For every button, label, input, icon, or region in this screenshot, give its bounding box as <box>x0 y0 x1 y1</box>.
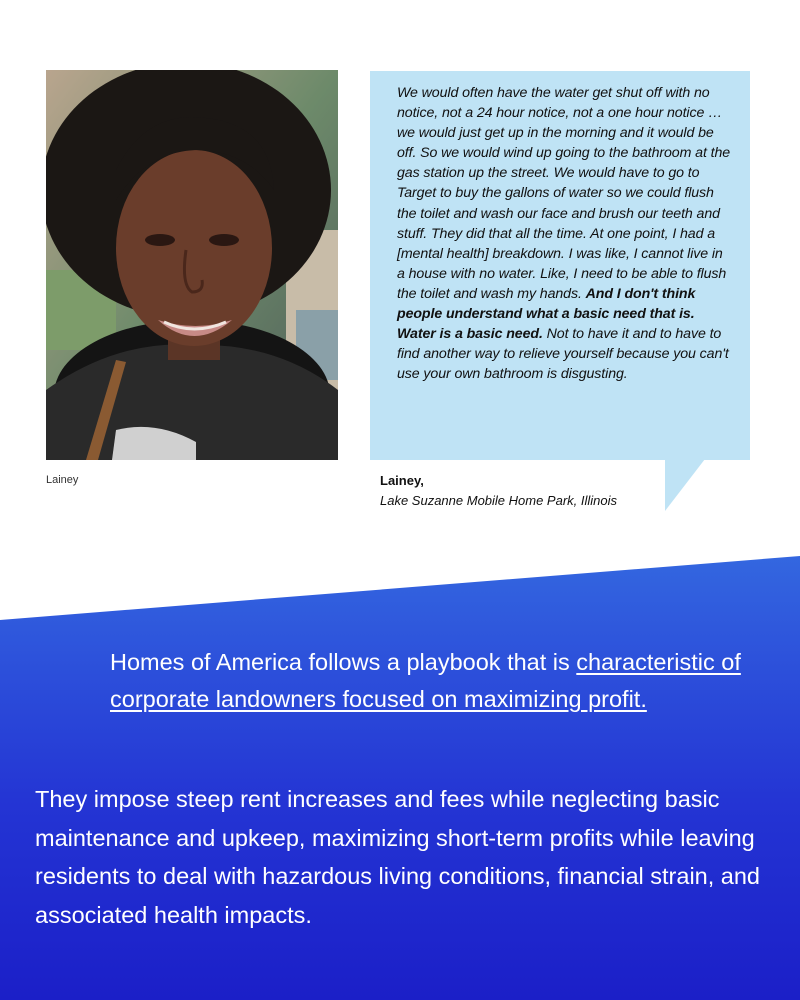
body-paragraph: They impose steep rent increases and fees while neglecting basic maintenance and upkeep, maximizing short-term profits while leaving residents to deal with hazardous living conditions, financial strain, and associated health impacts. <box>35 786 761 928</box>
portrait-illustration <box>46 70 338 460</box>
attribution-name: Lainey, <box>380 473 424 488</box>
quote-box <box>370 71 750 460</box>
attribution-place: Lake Suzanne Mobile Home Park, Illinois <box>380 493 618 508</box>
intro-paragraph <box>110 644 760 718</box>
corporate-landowners-link[interactable]: characteristic of corporate landowners focused on maximizing profit. <box>110 649 741 712</box>
quote-emphasis: And I don't think people understand what a basic need that is. Water is a basic need. <box>397 285 696 343</box>
quote-text <box>397 83 732 384</box>
speech-bubble-tail <box>665 459 705 511</box>
quote-part-2: Not to have it and to have to find another way to relieve yourself because you can't use your own bathroom is disgusting. <box>397 326 729 383</box>
intro-lead: Homes of America follows a playbook that is <box>110 649 570 675</box>
portrait-photo <box>46 70 338 460</box>
photo-caption: Lainey <box>46 474 79 486</box>
quote-part-1: We would often have the water get shut off with no notice, not a 24 hour notice, not a one hour notice … we would just get up in the morning and it would be off. So we would wind up going to the bathroom at the gas station up the street. We would have to go to Target to buy the gallons of water so we could flush the toilet and wash our face and brush our teeth and stuff. They did that all the time. At one point, I had a [mental health] breakdown. I was like, I cannot live in a house with no water. Like, I need to be able to flush the toilet and wash my hands. <box>397 85 731 302</box>
